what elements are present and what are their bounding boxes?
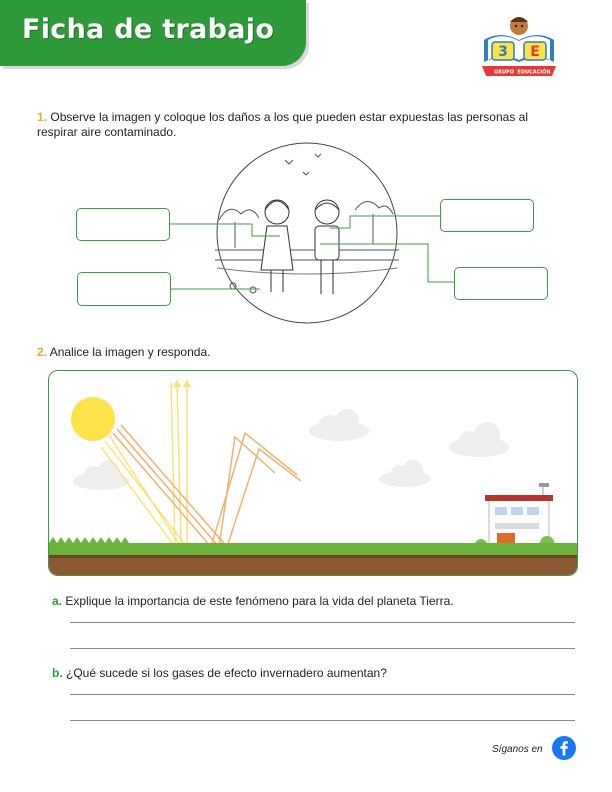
sun-icon — [71, 397, 115, 441]
question-1 — [37, 110, 557, 140]
answer-box-3[interactable] — [77, 272, 171, 306]
question-1-number: 1. — [37, 110, 48, 124]
question-1-text: Observe la imagen y coloque los daños a los que pueden estar expuestas las personas al respirar aire contaminado. — [37, 110, 528, 139]
answer-line-b2[interactable] — [70, 720, 575, 721]
logo-band-right: EDUCACIÓN — [517, 69, 551, 76]
question-2 — [37, 345, 557, 360]
subquestion-a — [52, 594, 572, 609]
logo-band-left: GRUPO — [494, 69, 514, 76]
facebook-icon[interactable] — [552, 736, 576, 760]
answer-box-2[interactable] — [440, 199, 534, 232]
subquestion-b-label: b. — [52, 666, 63, 680]
answer-line-b1[interactable] — [70, 694, 575, 695]
footer-text: Síganos en — [492, 744, 543, 755]
greenhouse-illustration — [49, 371, 577, 575]
subquestion-b-text: ¿Qué sucede si los gases de efecto invernadero aumentan? — [66, 666, 387, 680]
grupo-educacion-logo — [478, 10, 560, 80]
greenhouse-scene — [48, 370, 578, 576]
question-2-number: 2. — [37, 345, 48, 359]
header-tab — [0, 0, 306, 66]
children-illustration — [205, 140, 410, 330]
answer-box-4[interactable] — [454, 267, 548, 300]
subquestion-b — [52, 666, 572, 681]
subquestion-a-text: Explique la importancia de este fenómeno para la vida del planeta Tierra. — [65, 594, 454, 608]
question-2-text: Analice la imagen y responda. — [49, 345, 211, 359]
answer-box-1[interactable] — [76, 208, 170, 241]
answer-line-a1[interactable] — [70, 622, 575, 623]
cloud-icon — [309, 409, 369, 441]
subquestion-a-label: a. — [52, 594, 63, 608]
page-title: Ficha de trabajo — [22, 14, 275, 45]
logo-letter-3: 3 — [498, 44, 508, 60]
svg-text:E: E — [530, 44, 540, 60]
answer-line-a2[interactable] — [70, 648, 575, 649]
